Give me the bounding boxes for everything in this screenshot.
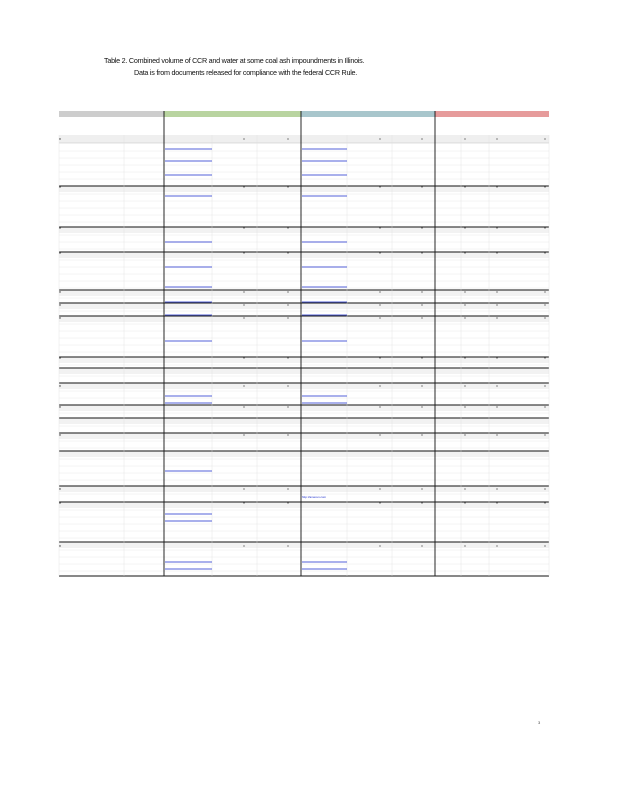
cell-value-mark [544, 186, 545, 187]
facility-label-mark [59, 434, 60, 435]
cell-value-mark [496, 317, 497, 318]
cell-value-mark [544, 317, 545, 318]
facility-label-mark [59, 502, 60, 503]
cell-value-mark [379, 291, 380, 292]
cell-value-mark [464, 291, 465, 292]
facility-row-band [59, 227, 549, 233]
cell-value-mark [379, 317, 380, 318]
cell-value-mark [379, 252, 380, 253]
cell-value-mark [464, 138, 465, 139]
facility-row-band [59, 368, 549, 374]
cell-value-mark [464, 317, 465, 318]
cell-value-mark [544, 406, 545, 407]
facility-label-mark [59, 317, 60, 318]
page-number: 3 [538, 720, 541, 725]
cell-value-mark [464, 304, 465, 305]
cell-value-mark [544, 227, 545, 228]
cell-value-mark [544, 385, 545, 386]
facility-label-mark [59, 357, 60, 358]
facility-row-band [59, 433, 549, 439]
cell-value-mark [421, 317, 422, 318]
cell-value-mark [243, 545, 244, 546]
facility-row-band [59, 357, 549, 363]
cell-value-mark [464, 252, 465, 253]
cell-value-mark [243, 227, 244, 228]
facility-row-band [59, 383, 549, 389]
facility-label-mark [59, 488, 60, 489]
cell-value-mark [379, 434, 380, 435]
cell-value-mark [287, 138, 288, 139]
cell-value-mark [544, 291, 545, 292]
cell-value-mark [243, 186, 244, 187]
cell-value-mark [464, 227, 465, 228]
cell-value-mark [379, 488, 380, 489]
cell-value-mark [544, 357, 545, 358]
cell-value-mark [379, 186, 380, 187]
cell-value-mark [464, 385, 465, 386]
cell-value-mark [496, 406, 497, 407]
cell-value-mark [287, 502, 288, 503]
cell-value-mark [496, 186, 497, 187]
cell-value-mark [379, 304, 380, 305]
cell-value-mark [496, 357, 497, 358]
cell-value-mark [379, 138, 380, 139]
cell-value-mark [287, 227, 288, 228]
facility-row-band [59, 542, 549, 548]
cell-value-mark [544, 434, 545, 435]
cell-value-mark [287, 304, 288, 305]
cell-value-mark [287, 291, 288, 292]
cell-value-mark [243, 317, 244, 318]
facility-label-mark [59, 252, 60, 253]
facility-row-band [59, 303, 549, 309]
cell-value-mark [421, 357, 422, 358]
cell-value-mark [287, 357, 288, 358]
facility-label-mark [59, 545, 60, 546]
cell-value-mark [496, 385, 497, 386]
facility-row-band [59, 186, 549, 192]
cell-value-mark [464, 545, 465, 546]
cell-value-mark [421, 385, 422, 386]
cell-value-mark [421, 304, 422, 305]
cell-value-mark [379, 545, 380, 546]
column-header-row [59, 135, 549, 143]
cell-value-mark [544, 502, 545, 503]
cell-value-mark [379, 227, 380, 228]
header-band-col4 [435, 111, 549, 117]
cell-value-mark [421, 434, 422, 435]
header-band-col1 [59, 111, 164, 117]
cell-value-mark [243, 252, 244, 253]
facility-row-band [59, 290, 549, 296]
cell-value-mark [496, 227, 497, 228]
cell-value-mark [421, 502, 422, 503]
cell-value-mark [243, 502, 244, 503]
cell-value-mark [287, 186, 288, 187]
facility-row-band [59, 502, 549, 508]
facility-row-band [59, 405, 549, 411]
facility-label-mark [59, 186, 60, 187]
cell-value-mark [544, 488, 545, 489]
table-body [59, 111, 549, 576]
cell-value-mark [421, 227, 422, 228]
cell-value-mark [243, 385, 244, 386]
cell-value-mark [464, 434, 465, 435]
cell-value-mark [287, 488, 288, 489]
cell-value-mark [496, 488, 497, 489]
facility-label-mark [59, 406, 60, 407]
cell-value-mark [544, 252, 545, 253]
cell-value-mark [379, 385, 380, 386]
facility-label-mark [59, 304, 60, 305]
facility-row-band [59, 486, 549, 492]
cell-value-mark [496, 138, 497, 139]
cell-value-mark [243, 138, 244, 139]
cell-value-mark [421, 545, 422, 546]
cell-value-mark [243, 406, 244, 407]
facility-label-mark [59, 291, 60, 292]
cell-value-mark [496, 502, 497, 503]
cell-value-mark [421, 138, 422, 139]
facility-row-band [59, 252, 549, 258]
facility-label-mark [59, 227, 60, 228]
table-title-line-1: Table 2. Combined volume of CCR and water at some coal ash impoundments in Illinois. [104, 56, 365, 65]
header-band-col3 [301, 111, 435, 117]
cell-value-mark [544, 304, 545, 305]
cell-value-mark [287, 406, 288, 407]
cell-value-mark [287, 385, 288, 386]
cell-value-mark [421, 406, 422, 407]
facility-label-mark [59, 385, 60, 386]
cell-value-mark [287, 252, 288, 253]
cell-value-mark [243, 488, 244, 489]
cell-value-mark [496, 252, 497, 253]
cell-value-mark [544, 545, 545, 546]
facility-label-mark [59, 138, 60, 139]
cell-value-mark [421, 291, 422, 292]
cell-value-mark [243, 357, 244, 358]
cell-value-mark [464, 357, 465, 358]
source-link[interactable]: http://ameren.com [302, 495, 327, 499]
cell-value-mark [379, 357, 380, 358]
cell-value-mark [243, 434, 244, 435]
header-band-col2 [164, 111, 301, 117]
cell-value-mark [496, 291, 497, 292]
cell-value-mark [243, 291, 244, 292]
facility-row-band [59, 316, 549, 322]
facility-row-band [59, 418, 549, 424]
cell-value-mark [464, 406, 465, 407]
cell-value-mark [421, 186, 422, 187]
cell-value-mark [464, 186, 465, 187]
cell-value-mark [464, 488, 465, 489]
cell-value-mark [544, 138, 545, 139]
cell-value-mark [496, 434, 497, 435]
cell-value-mark [421, 252, 422, 253]
cell-value-mark [496, 545, 497, 546]
cell-value-mark [421, 488, 422, 489]
cell-value-mark [287, 317, 288, 318]
facility-row-band [59, 451, 549, 457]
cell-value-mark [379, 406, 380, 407]
cell-value-mark [243, 304, 244, 305]
cell-value-mark [287, 545, 288, 546]
cell-value-mark [464, 502, 465, 503]
cell-value-mark [496, 304, 497, 305]
cell-value-mark [287, 434, 288, 435]
table-title-line-2: Data is from documents released for compliance with the federal CCR Rule. [134, 68, 358, 77]
cell-value-mark [379, 502, 380, 503]
